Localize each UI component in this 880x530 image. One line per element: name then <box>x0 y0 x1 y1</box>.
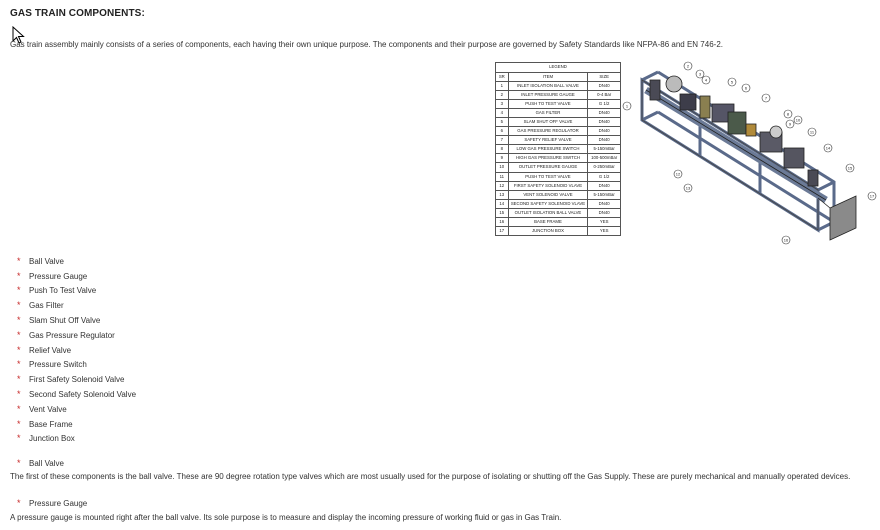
legend-cell-item: GAS PRESSURE REGULATOR <box>508 127 588 136</box>
legend-row <box>496 127 621 136</box>
legend-row <box>496 172 621 181</box>
legend-cell-item: FIRST SAFETY SOLENOID VLAVE <box>508 181 588 190</box>
callout-label: 4 <box>704 77 708 83</box>
bullet-item <box>17 432 136 447</box>
bullet-star-icon: * <box>17 300 21 311</box>
outlet-ball-valve <box>808 170 818 186</box>
second-solenoid-valve <box>784 148 804 168</box>
callout-label: 16 <box>783 237 789 243</box>
legend-header-size: SIZE <box>588 72 621 81</box>
legend-title: LEGEND <box>496 63 621 73</box>
bullet-item <box>17 417 136 432</box>
section-text-ball-valve: The first of these components is the ball valve. These are 90 degree rotation type valves which are most usually used for the purpose of isolating or shutting off the Gas Supply. These are purely mechanical and manually operated devices. <box>10 472 851 481</box>
bullet-star-icon: * <box>17 458 21 468</box>
callout-label: 10 <box>795 117 801 123</box>
legend-cell-item: GAS FILTER <box>508 108 588 117</box>
bullet-text: First Safety Solenoid Valve <box>29 375 125 385</box>
bullet-item <box>17 372 136 387</box>
legend-cell-sr: 8 <box>496 145 509 154</box>
gas-filter <box>680 94 696 110</box>
callout-label: 13 <box>685 185 691 191</box>
pipe-edge <box>646 90 826 200</box>
legend-cell-item: VENT SOLENOID VALVE <box>508 190 588 199</box>
legend-cell-item: LOW GAS PRESSURE SWITCH <box>508 145 588 154</box>
legend-cell-sr: 16 <box>496 218 509 227</box>
bullet-item <box>17 402 136 417</box>
page-heading: GAS TRAIN COMPONENTS: <box>10 8 145 19</box>
bullet-item <box>17 254 136 269</box>
legend-cell-item: OUTLET PRESSURE GAUGE <box>508 163 588 172</box>
legend-cell-sr: 7 <box>496 136 509 145</box>
callout-label: 1 <box>625 103 629 109</box>
bullet-star-icon: * <box>17 433 21 444</box>
legend-cell-size: DN40 <box>588 127 621 136</box>
legend-cell-item: HIGH GAS PRESSURE SWITCH <box>508 154 588 163</box>
legend-row <box>496 181 621 190</box>
pressure-regulator <box>728 112 746 134</box>
legend-row <box>496 136 621 145</box>
legend-row <box>496 163 621 172</box>
callout-label: 15 <box>847 165 853 171</box>
bullet-item <box>17 284 136 299</box>
legend-row <box>496 218 621 227</box>
bullet-text: Relief Valve <box>29 345 72 355</box>
legend-cell-sr: 17 <box>496 227 509 236</box>
legend-cell-sr: 11 <box>496 172 509 181</box>
legend-cell-sr: 2 <box>496 90 509 99</box>
legend-cell-sr: 13 <box>496 190 509 199</box>
legend-cell-sr: 14 <box>496 199 509 208</box>
gas-train-assembly-drawing <box>620 58 878 250</box>
legend-cell-sr: 4 <box>496 108 509 117</box>
legend-cell-item: SAFETY RELIEF VALVE <box>508 136 588 145</box>
bullet-star-icon: * <box>17 270 21 281</box>
inlet-ball-valve <box>650 80 660 100</box>
component-bullet-list <box>17 254 136 446</box>
legend-header-item: ITEM <box>508 72 588 81</box>
legend-cell-size: 100-500mBar <box>588 154 621 163</box>
bullet-text: Pressure Gauge <box>29 271 88 281</box>
legend-cell-size: 5-150mBar <box>588 145 621 154</box>
callout-label: 17 <box>869 193 875 199</box>
bullet-item <box>17 328 136 343</box>
callout-label: 9 <box>788 121 792 127</box>
legend-row <box>496 99 621 108</box>
push-to-test-valve <box>700 96 710 118</box>
legend-row <box>496 145 621 154</box>
bullet-item <box>17 387 136 402</box>
legend-cell-sr: 3 <box>496 99 509 108</box>
bullet-star-icon: * <box>17 255 21 266</box>
legend-cell-item: JUNCTION BOX <box>508 227 588 236</box>
legend-cell-sr: 1 <box>496 81 509 90</box>
bullet-text: Vent Valve <box>29 404 67 414</box>
callout-label: 3 <box>698 71 702 77</box>
legend-table <box>495 62 621 236</box>
legend-cell-size: 0-4 Bar <box>588 90 621 99</box>
legend-cell-sr: 10 <box>496 163 509 172</box>
bullet-star-icon: * <box>17 329 21 340</box>
legend-cell-size: DN40 <box>588 181 621 190</box>
legend-cell-item: PUSH TO TEST VALVE <box>508 172 588 181</box>
bullet-item <box>17 358 136 373</box>
legend-cell-size: YES <box>588 218 621 227</box>
legend-cell-size: YES <box>588 227 621 236</box>
legend-header-row <box>496 72 621 81</box>
intro-paragraph: Gas train assembly mainly consists of a series of components, each having their own unique purpose. The components and their purpose are governed by Safety Standards like NFPA-86 and EN 746-2. <box>10 40 723 49</box>
callout-label: 2 <box>686 63 690 69</box>
outlet-pressure-gauge <box>770 126 782 138</box>
bullet-star-icon: * <box>17 418 21 429</box>
callout-label: 7 <box>764 95 768 101</box>
legend-row <box>496 117 621 126</box>
bullet-text: Push To Test Valve <box>29 286 97 296</box>
legend-row <box>496 81 621 90</box>
legend-row <box>496 108 621 117</box>
bullet-star-icon: * <box>17 389 21 400</box>
legend-cell-size: DN40 <box>588 199 621 208</box>
bullet-text: Slam Shut Off Valve <box>29 316 101 326</box>
section-title-ball-valve <box>17 458 64 468</box>
legend-cell-sr: 6 <box>496 127 509 136</box>
bullet-item <box>17 269 136 284</box>
legend-cell-item: SECOND SAFETY SOLENOID VLAVE <box>508 199 588 208</box>
legend-cell-size: 5-150mBar <box>588 190 621 199</box>
legend-cell-size: DN40 <box>588 208 621 217</box>
legend-cell-size: G 1/2 <box>588 172 621 181</box>
legend-cell-size: G 1/2 <box>588 99 621 108</box>
legend-cell-sr: 5 <box>496 117 509 126</box>
section-title-text: Ball Valve <box>29 458 64 468</box>
inlet-pressure-gauge <box>666 76 682 92</box>
bullet-item <box>17 298 136 313</box>
bullet-text: Pressure Switch <box>29 360 87 370</box>
bullet-star-icon: * <box>17 498 21 508</box>
legend-row <box>496 199 621 208</box>
legend-row <box>496 154 621 163</box>
section-text-pressure-gauge: A pressure gauge is mounted right after the ball valve. Its sole purpose is to measure and display the incoming pressure of working fluid or gas in Gas Train. <box>10 513 562 522</box>
legend-cell-sr: 9 <box>496 154 509 163</box>
bullet-star-icon: * <box>17 285 21 296</box>
legend-header-sr: SR <box>496 72 509 81</box>
section-title-text: Pressure Gauge <box>29 498 88 508</box>
callout-label: 6 <box>744 85 748 91</box>
bullet-text: Gas Pressure Regulator <box>29 330 115 340</box>
legend-cell-size: DN40 <box>588 117 621 126</box>
callout-label: 11 <box>809 129 815 135</box>
callout-label: 8 <box>786 111 790 117</box>
legend-cell-size: DN40 <box>588 108 621 117</box>
legend-cell-size: DN40 <box>588 81 621 90</box>
legend-row <box>496 208 621 217</box>
base-frame <box>642 72 834 230</box>
legend-cell-sr: 15 <box>496 208 509 217</box>
legend-row <box>496 90 621 99</box>
section-title-pressure-gauge <box>17 498 87 508</box>
legend-cell-sr: 12 <box>496 181 509 190</box>
legend-row <box>496 227 621 236</box>
bullet-text: Second Safety Solenoid Valve <box>29 390 137 400</box>
bullet-star-icon: * <box>17 315 21 326</box>
bullet-text: Gas Filter <box>29 301 64 311</box>
bullet-star-icon: * <box>17 403 21 414</box>
callout-label: 5 <box>730 79 734 85</box>
bullet-item <box>17 313 136 328</box>
legend-cell-item: INLET PRESSURE GAUGE <box>508 90 588 99</box>
legend-cell-size: 0-250mBar <box>588 163 621 172</box>
bullet-text: Junction Box <box>29 434 75 444</box>
relief-valve <box>746 124 756 136</box>
legend-cell-item: OUTLET ISOLATION BALL VALVE <box>508 208 588 217</box>
legend-row <box>496 190 621 199</box>
bullet-star-icon: * <box>17 359 21 370</box>
bullet-text: Ball Valve <box>29 256 64 266</box>
callout-label: 14 <box>825 145 831 151</box>
legend-cell-size: DN40 <box>588 136 621 145</box>
bullet-star-icon: * <box>17 374 21 385</box>
legend-cell-item: INLET ISOLATION BALL VALVE <box>508 81 588 90</box>
bullet-item <box>17 343 136 358</box>
legend-cell-item: BASE FRAME <box>508 218 588 227</box>
legend-cell-item: SLAM SHUT OFF VALVE <box>508 117 588 126</box>
legend-cell-item: PUSH TO TEST VALVE <box>508 99 588 108</box>
bullet-text: Base Frame <box>29 419 73 429</box>
callout-label: 12 <box>675 171 681 177</box>
bullet-star-icon: * <box>17 344 21 355</box>
